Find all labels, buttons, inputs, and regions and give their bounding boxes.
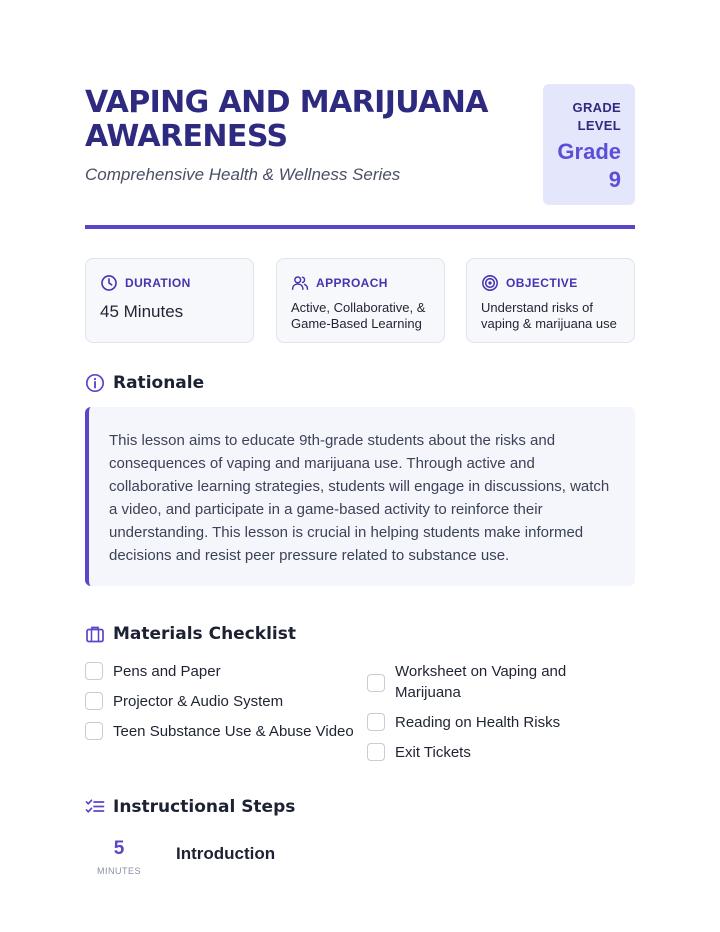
approach-card [276, 258, 445, 343]
briefcase-icon [85, 624, 105, 644]
checkbox[interactable] [367, 743, 385, 761]
objective-title: OBJECTIVE [506, 276, 578, 290]
step-item [85, 838, 635, 882]
approach-value: Active, Collaborative, & Game-Based Learning [291, 300, 426, 331]
material-item[interactable] [367, 661, 597, 703]
clock-icon [100, 274, 118, 292]
material-label: Worksheet on Vaping and Marijuana [395, 663, 567, 701]
material-item[interactable] [85, 721, 365, 742]
material-label: Teen Substance Use & Abuse Video [113, 723, 354, 740]
rationale-heading [85, 373, 204, 393]
duration-card [85, 258, 254, 343]
info-cards [85, 258, 635, 343]
steps-title: Instructional Steps [113, 797, 296, 817]
step-title: Introduction [176, 844, 276, 863]
materials-right-column [367, 661, 597, 772]
materials-heading [85, 624, 296, 644]
steps-heading [85, 797, 295, 817]
checkbox[interactable] [367, 713, 385, 731]
page-title: VAPING AND MARIJUANA AWARENESS [85, 85, 488, 154]
header [85, 84, 635, 206]
grade-value-line-1: Grade [557, 139, 621, 164]
material-label: Exit Tickets [395, 744, 471, 761]
users-icon [291, 274, 309, 292]
approach-title: APPROACH [316, 276, 388, 290]
duration-value: 45 Minutes [100, 302, 184, 321]
material-label: Reading on Health Risks [395, 714, 561, 731]
step-minutes: 5 [113, 838, 125, 859]
step-minutes-unit: MINUTES [97, 866, 141, 876]
duration-title: DURATION [125, 276, 191, 290]
rationale-text: This lesson aims to educate 9th-grade students about the risks and consequences of vaping and marijuana use. Through active and collaborative learning strategies, students will engage in discussions, watch a video, and participate in a game-based activity to reinforce their understanding. This lesson is crucial in helping students make informed decisions and resist peer pressure related to substance use. [109, 432, 610, 564]
checkbox[interactable] [85, 722, 103, 740]
checkbox[interactable] [85, 692, 103, 710]
page-subtitle: Comprehensive Health & Wellness Series [85, 165, 401, 184]
objective-card [466, 258, 635, 343]
info-icon [85, 373, 105, 393]
target-icon [481, 274, 499, 292]
header-divider [85, 225, 635, 229]
checkbox[interactable] [85, 662, 103, 680]
grade-level-badge [543, 84, 635, 205]
checkbox[interactable] [367, 674, 385, 692]
grade-label-line-1: GRADE [572, 100, 621, 115]
material-label: Projector & Audio System [113, 693, 284, 710]
material-item[interactable] [85, 691, 365, 712]
checklist-icon [85, 797, 105, 817]
objective-value: Understand risks of vaping & marijuana use [481, 300, 617, 331]
material-item[interactable] [367, 742, 597, 763]
materials-title: Materials Checklist [113, 624, 296, 644]
grade-value-line-2: 9 [608, 167, 621, 192]
rationale-box [85, 407, 635, 586]
grade-label-line-2: LEVEL [577, 118, 621, 133]
material-item[interactable] [367, 712, 597, 733]
material-item[interactable] [85, 661, 365, 682]
rationale-title: Rationale [113, 373, 205, 393]
material-label: Pens and Paper [113, 663, 221, 680]
materials-left-column [85, 661, 365, 751]
